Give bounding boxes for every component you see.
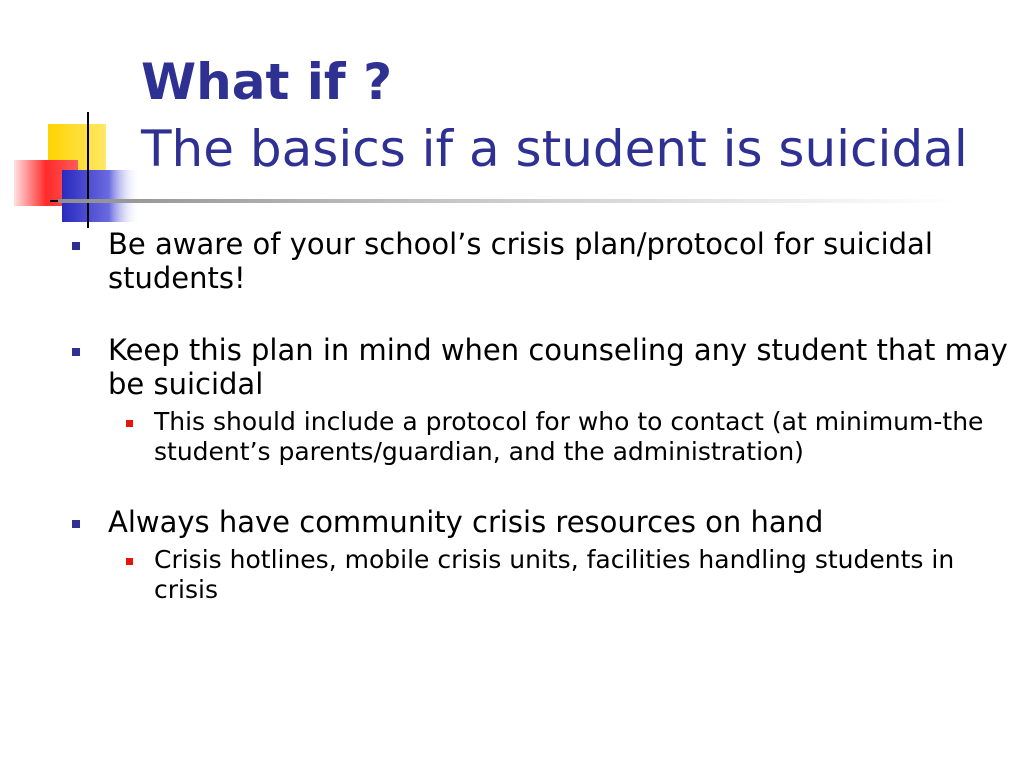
- bullet-text: Keep this plan in mind when counseling any student that may be suicidal: [108, 333, 1008, 401]
- square-bullet-icon: [72, 348, 80, 356]
- blue-square: [62, 170, 140, 222]
- sub-bullet-text: Crisis hotlines, mobile crisis units, facilities handling students in crisis: [154, 545, 955, 604]
- bullet-item: [70, 333, 1010, 467]
- bullet-item: [70, 505, 1010, 605]
- square-sub-bullet-icon: [126, 558, 133, 565]
- slide-title: What if ?: [141, 53, 393, 111]
- slide-subtitle: The basics if a student is suicidal: [141, 120, 968, 178]
- square-sub-bullet-icon: [126, 420, 133, 427]
- sub-bullet-text: This should include a protocol for who to contact (at minimum-the student’s parents/guardian, and the administration): [154, 407, 984, 466]
- sub-bullet-item: [108, 545, 1010, 605]
- bullet-item: [70, 227, 1010, 295]
- bullet-text: Be aware of your school’s crisis plan/protocol for suicidal students!: [108, 227, 933, 295]
- square-bullet-icon: [72, 242, 80, 250]
- bullet-list: [70, 227, 1010, 605]
- sub-bullet-item: [108, 407, 1010, 467]
- bullet-text: Always have community crisis resources on hand: [108, 505, 824, 539]
- decorative-corner-squares: [0, 0, 150, 240]
- title-divider: [58, 199, 958, 203]
- square-bullet-icon: [72, 520, 80, 528]
